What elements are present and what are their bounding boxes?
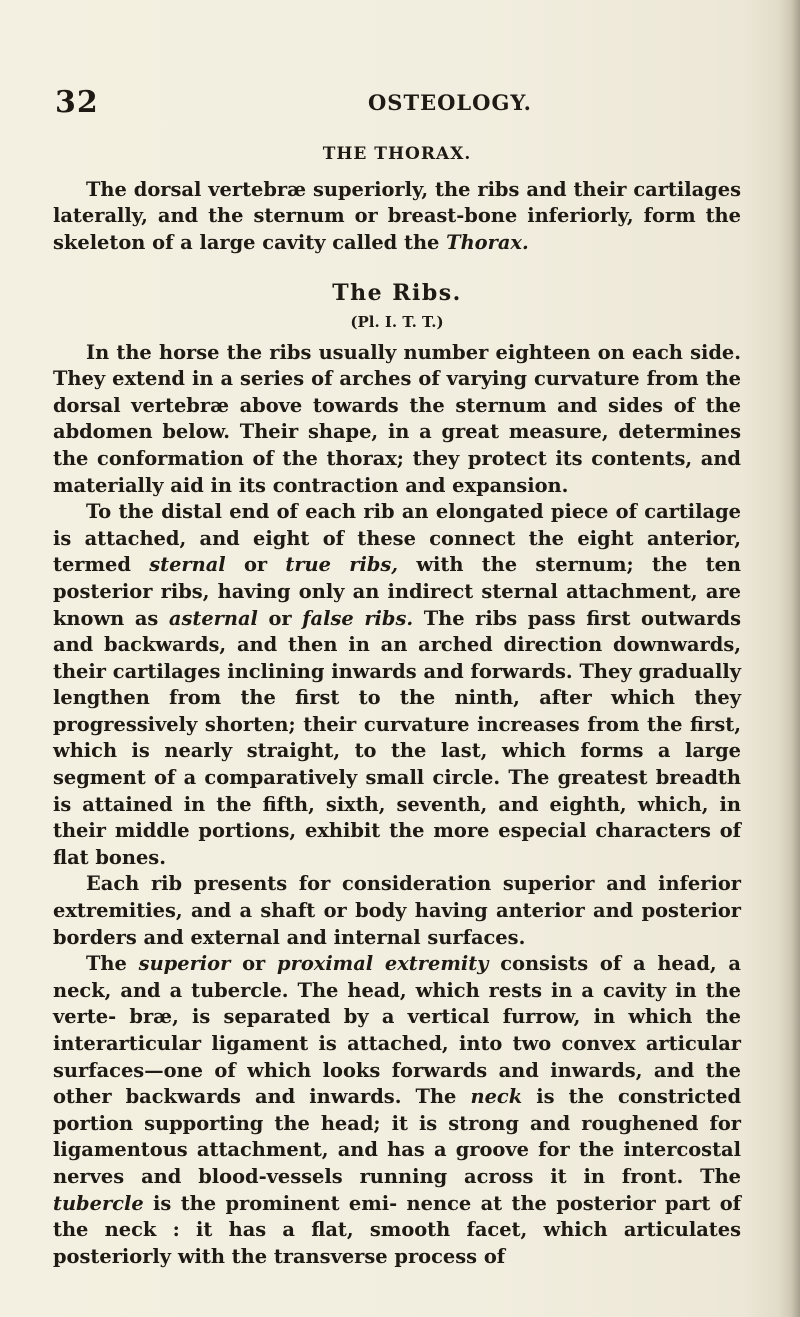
term-superior: superior [138,952,231,976]
p4-text-b: or [230,952,278,976]
term-proximal-extremity: proximal extremity [277,952,489,976]
term-true-ribs: true ribs, [285,553,399,577]
term-neck: neck [470,1085,523,1109]
term-sternal: sternal [149,553,226,577]
page-number: 32 [55,85,99,120]
page-edge-shadow [778,0,800,1317]
thorax-paragraph [53,177,741,257]
plate-reference: (Pl. I. T. T.) [350,312,444,331]
ribs-paragraph-2 [53,499,741,871]
ribs-paragraph-3: Each rib presents for consideration superior and inferior extremities, and a shaft or body having anterior and posterior borders and external and internal surfaces. [53,872,741,949]
p4-text-e: is the prominent emi- nence at the posterior part of the neck : it has a flat, smooth facet, which articulates posteriorly with the transverse process of [53,1191,741,1268]
ribs-paragraph-4 [53,951,741,1270]
p4-text-c: consists of a head, a neck, and a tubercle. The head, which rests in a cavity in the verte- bræ, is separated by a vertical furrow, in which the interarticular ligament is attached, into two convex articular surfaces—one of which looks forwards and inwards, and the other backwards and inwards. The [53,952,741,1109]
running-title: OSTEOLOGY. [368,90,532,115]
term-asternal: asternal [168,606,258,630]
ribs-paragraph-1: In the horse the ribs usually number eighteen on each side. They extend in a series of arches of varying curvature from the dorsal vertebræ above towards the sternum and sides of the abdomen below. Their shape, in a great measure, determines the conformation of the thorax; they protect its contents, and materially aid in its contraction and expansion. [53,340,741,497]
section-heading-ribs: The Ribs. [332,280,462,307]
p2-text-d: or [257,606,303,630]
section-title-thorax: THE THORAX. [322,144,472,164]
p2-text-a: To the distal end of each rib an elongated piece of cartilage is attached, and eight of these connect the eight anterior, termed [53,500,741,577]
p4-text-a: The [86,952,139,976]
thorax-text: The dorsal vertebræ superiorly, the ribs and their cartilages laterally, and the sternum or breast-bone inferiorly, form the skeleton of a large cavity called the [53,177,741,254]
term-tubercle: tubercle [53,1191,144,1215]
term-false-ribs: false ribs. [302,606,414,630]
p2-text-e: The ribs pass first outwards and backwards, and then in an arched direction downwards, their cartilages inclining inwards and forwards. They gradually lengthen from the first to the ninth, after which they progressively shorten; their curvature increases from the first, which is nearly straight, to the last, which forms a large segment of a comparatively small circle. The greatest breadth is attained in the fifth, sixth, seventh, and eighth, which, in their middle portions, exhibit the more especial characters of flat bones. [53,606,741,869]
p4-text-d: is the constricted portion supporting the head; it is strong and roughened for ligamentous attachment, and has a groove for the intercostal nerves and blood-vessels running across it in front. The [53,1085,741,1188]
thorax-term: Thorax. [446,230,529,254]
p2-text-b: or [225,553,286,577]
page-content [53,141,741,1270]
p2-text-c: with the sternum; the ten posterior ribs, having only an indirect sternal attachment, are known as [53,553,741,630]
running-head [0,85,800,119]
